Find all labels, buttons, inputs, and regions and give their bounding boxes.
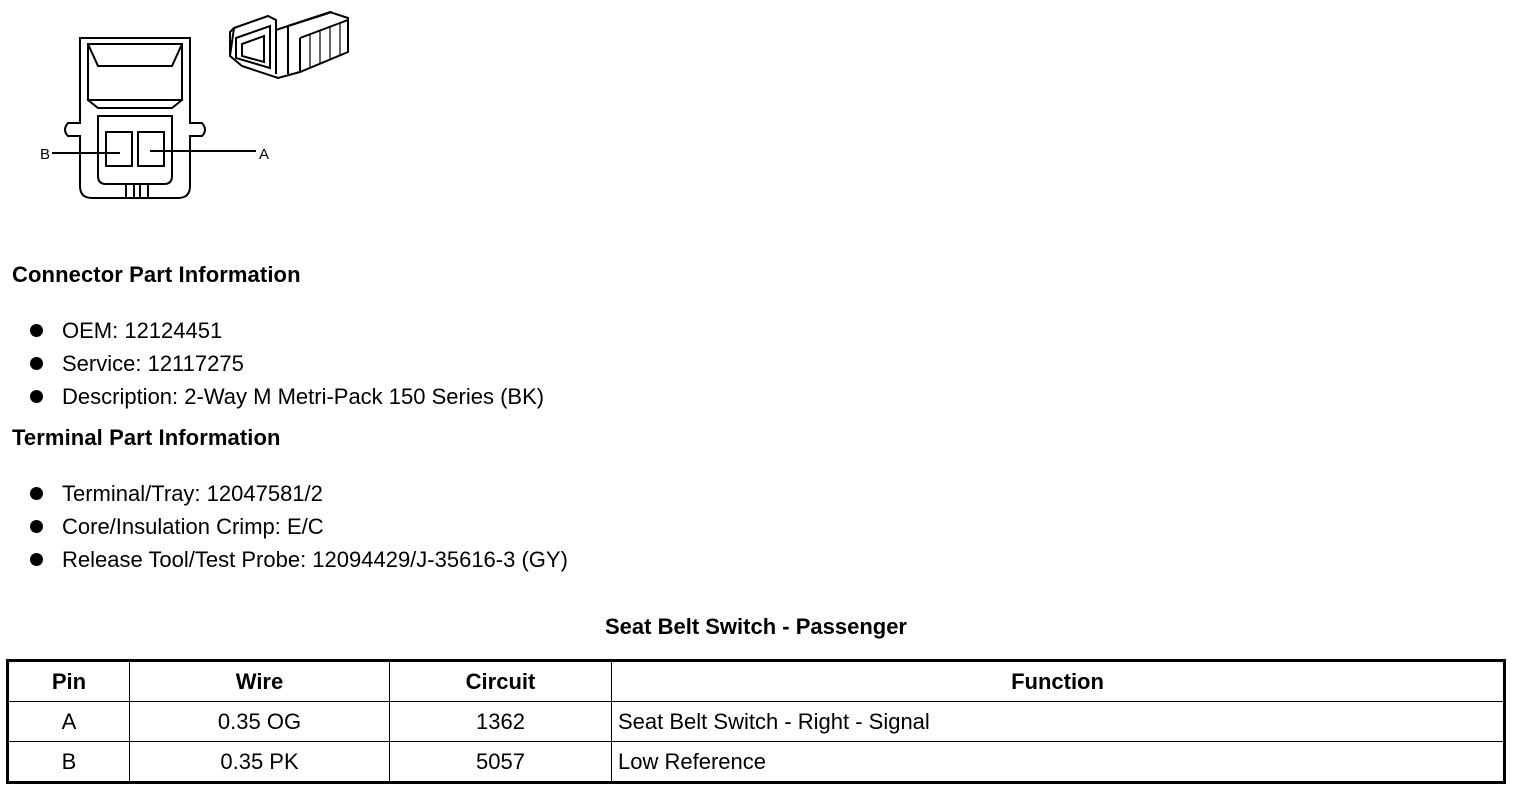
pin-cell: A: [8, 702, 130, 742]
release-tool: Release Tool/Test Probe: 12094429/J-35616-3 (GY): [62, 547, 568, 572]
circuit-cell: 1362: [390, 702, 612, 742]
list-item: [30, 510, 568, 543]
list-item: [30, 314, 544, 347]
table-header-row: [8, 661, 1505, 702]
connector-service: Service: 12117275: [62, 351, 244, 376]
terminal-label-b: B: [40, 146, 51, 163]
connector-part-heading: Connector Part Information: [12, 262, 301, 287]
function-cell: Seat Belt Switch - Right - Signal: [612, 702, 1505, 742]
list-item: [30, 347, 544, 380]
wire-cell: 0.35 OG: [130, 702, 390, 742]
table-row: [8, 702, 1505, 742]
bullet-icon: [30, 487, 43, 500]
list-item: [30, 477, 568, 510]
connector-latch: [88, 44, 182, 100]
terminal-a-cavity: [138, 132, 164, 166]
terminal-part-heading: Terminal Part Information: [12, 425, 281, 450]
bullet-icon: [30, 553, 43, 566]
bullet-icon: [30, 390, 43, 403]
function-cell: Low Reference: [612, 742, 1505, 783]
connector-isometric-icon: [230, 12, 348, 78]
connector-description: Description: 2-Way M Metri-Pack 150 Series (BK): [62, 384, 545, 409]
connector-diagram: [30, 8, 370, 218]
pin-table: [6, 659, 1506, 784]
column-header-pin: Pin: [8, 661, 130, 702]
terminal-label-a: A: [259, 146, 270, 163]
list-item: [30, 543, 568, 576]
terminal-b-cavity: [106, 132, 132, 166]
bullet-icon: [30, 357, 43, 370]
circuit-cell: 5057: [390, 742, 612, 783]
column-header-wire: Wire: [130, 661, 390, 702]
core-insulation-crimp: Core/Insulation Crimp: E/C: [62, 514, 324, 539]
bullet-icon: [30, 324, 43, 337]
connector-part-list: [30, 314, 544, 413]
list-item: [30, 380, 544, 413]
terminal-part-list: [30, 477, 568, 576]
column-header-function: Function: [612, 661, 1505, 702]
bullet-icon: [30, 520, 43, 533]
connector-oem: OEM: 12124451: [62, 318, 223, 343]
pin-cell: B: [8, 742, 130, 783]
terminal-tray: Terminal/Tray: 12047581/2: [62, 481, 323, 506]
connector-outline: [65, 38, 205, 198]
table-title: Seat Belt Switch - Passenger: [605, 614, 907, 639]
wire-cell: 0.35 PK: [130, 742, 390, 783]
column-header-circuit: Circuit: [390, 661, 612, 702]
table-row: [8, 742, 1505, 783]
